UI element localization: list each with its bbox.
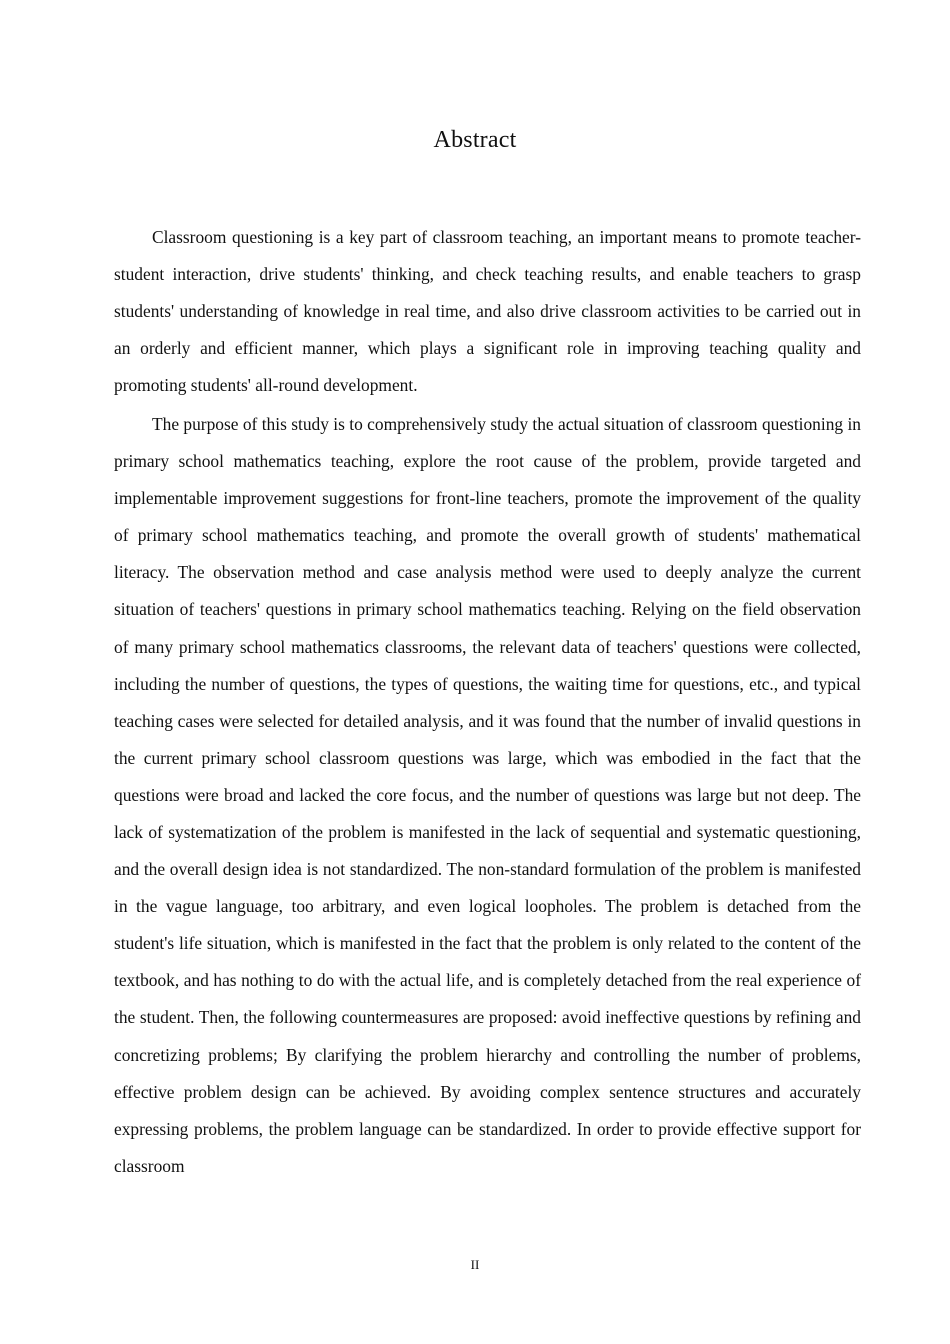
abstract-paragraph-2: The purpose of this study is to comprehensively study the actual situation of classroom questioning in primary school mathematics teaching, explore the root cause of the problem, provide targeted and implementable improvement suggestions for front-line teachers, promote the improvement of the quality of primary school mathematics teaching, and promote the overall growth of students' mathematical literacy. The observation method and case analysis method were used to deeply analyze the current situation of teachers' questions in primary school mathematics teaching. Relying on the field observation of many primary school mathematics classrooms, the relevant data of teachers' questions were collected, including the number of questions, the types of questions, the waiting time for questions, etc., and typical teaching cases were selected for detailed analysis, and it was found that the number of invalid questions in the current primary school classroom questions was large, which was embodied in the fact that the questions were broad and lacked the core focus, and the number of questions was large but not deep. The lack of systematization of the problem is manifested in the lack of sequential and systematic questioning, and the overall design idea is not standardized. The non-standard formulation of the problem is manifested in the vague language, too arbitrary, and even logical loopholes. The problem is detached from the student's life situation, which is manifested in the fact that the problem is only related to the content of the textbook, and has nothing to do with the actual life, and is completely detached from the real experience of the student. Then, the following countermeasures are proposed: avoid ineffective questions by refining and concretizing problems; By clarifying the problem hierarchy and controlling the number of problems, effective problem design can be achieved. By avoiding complex sentence structures and accurately expressing problems, the problem language can be standardized. In order to provide effective support for classroom	[114, 413, 861, 1176]
abstract-body	[114, 219, 861, 1185]
page-number: II	[470, 1257, 480, 1272]
abstract-paragraph-1: Classroom questioning is a key part of classroom teaching, an important means to promote teacher-student interaction, drive students' thinking, and check teaching results, and enable teachers to grasp students' understanding of knowledge in real time, and also drive classroom activities to be carried out in an orderly and efficient manner, which plays a significant role in improving teaching quality and promoting students' all-round development.	[114, 227, 861, 396]
page-title: Abstract	[433, 127, 517, 153]
